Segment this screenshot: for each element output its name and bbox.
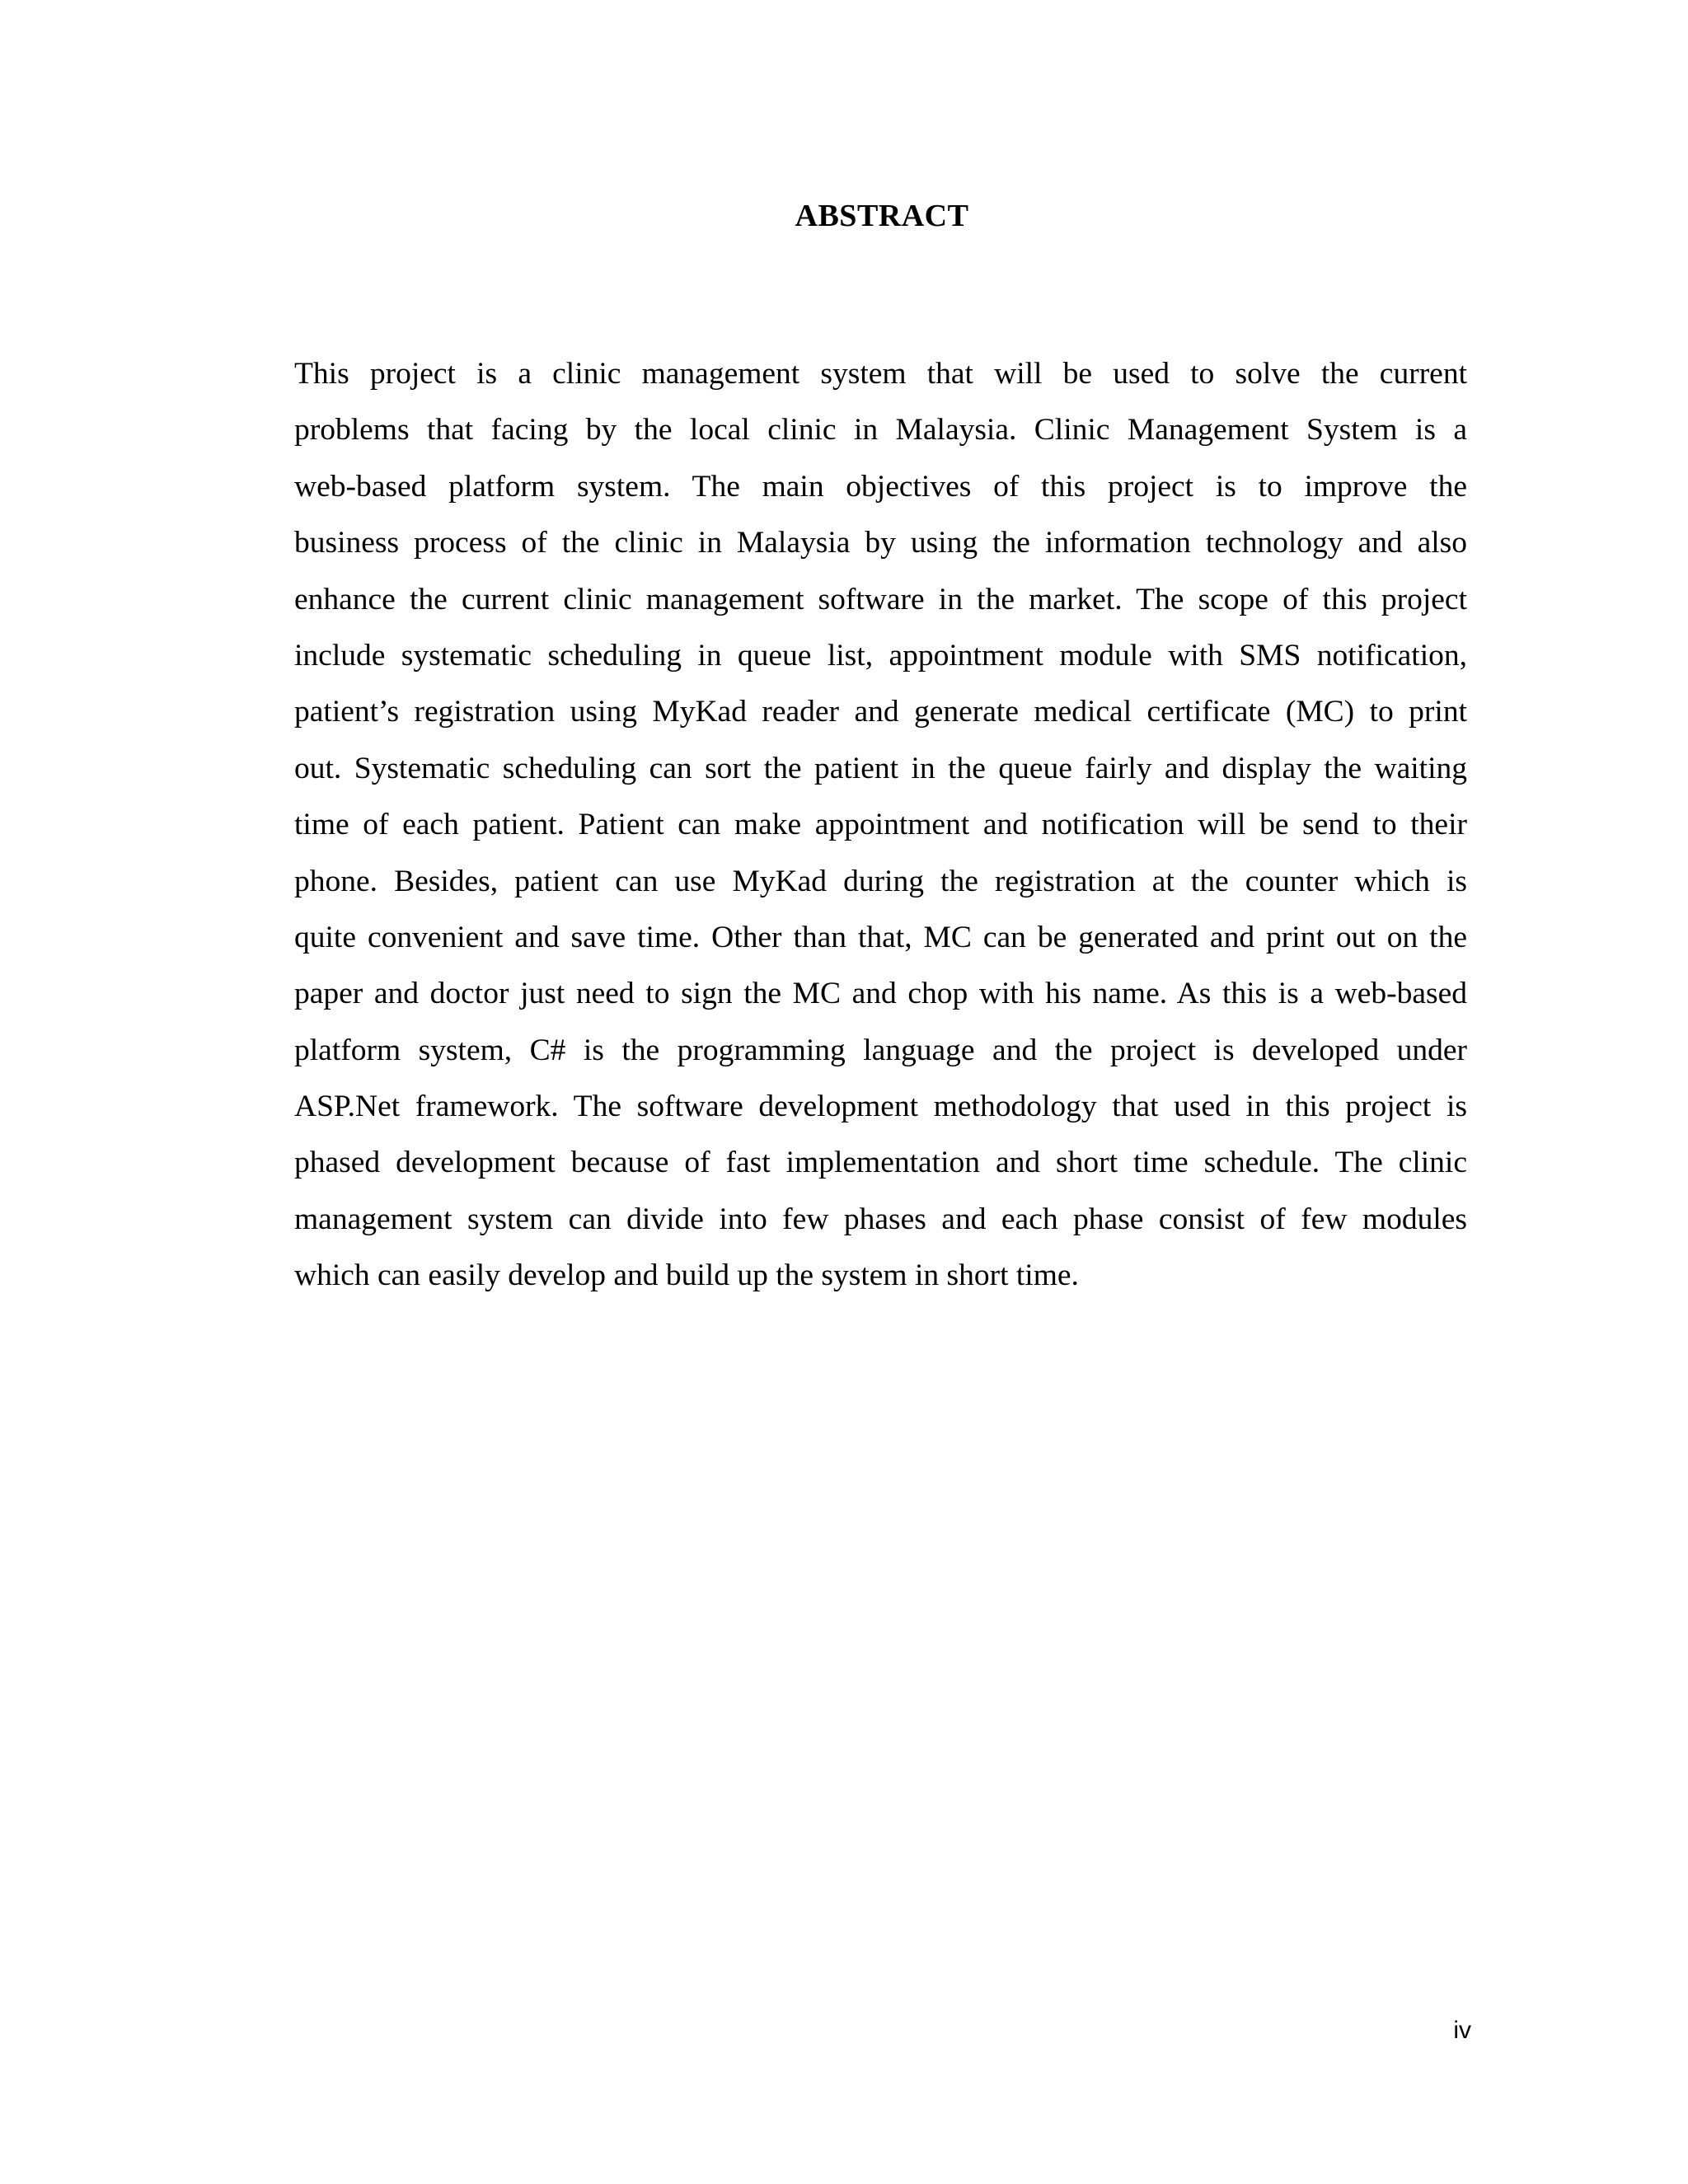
abstract-line: time of each patient. Patient can make appointment and notification will be send to their [294,808,1467,842]
page-number: iv [1453,2017,1471,2044]
abstract-line: quite convenient and save time. Other than that, MC can be generated and print out on the [294,920,1467,954]
abstract-line: problems that facing by the local clinic in Malaysia. Clinic Management System is a [294,413,1467,448]
abstract-body [294,346,1467,1305]
abstract-line: which can easily develop and build up the system in short time. [294,1258,1079,1293]
abstract-line: paper and doctor just need to sign the MC and chop with his name. As this is a web-based [294,977,1467,1011]
abstract-line: management system can divide into few phases and each phase consist of few modules [294,1202,1467,1236]
abstract-line: phased development because of fast implementation and short time schedule. The clinic [294,1146,1467,1180]
abstract-heading: ABSTRACT [795,199,969,233]
abstract-line: business process of the clinic in Malaysia by using the information technology and also [294,526,1467,560]
abstract-line: out. Systematic scheduling can sort the patient in the queue fairly and display the waiting [294,751,1467,785]
abstract-line: ASP.Net framework. The software development methodology that used in this project is [294,1090,1467,1124]
abstract-line: enhance the current clinic management software in the market. The scope of this project [294,582,1467,616]
abstract-line: web-based platform system. The main objectives of this project is to improve the [294,469,1467,504]
abstract-line: phone. Besides, patient can use MyKad during the registration at the counter which is [294,864,1467,898]
abstract-line: platform system, C# is the programming language and the project is developed under [294,1033,1467,1067]
abstract-line: patient’s registration using MyKad reader and generate medical certificate (MC) to print [294,695,1467,729]
abstract-line: This project is a clinic management system that will be used to solve the current [294,357,1467,391]
abstract-line: include systematic scheduling in queue list, appointment module with SMS notification, [294,638,1467,673]
